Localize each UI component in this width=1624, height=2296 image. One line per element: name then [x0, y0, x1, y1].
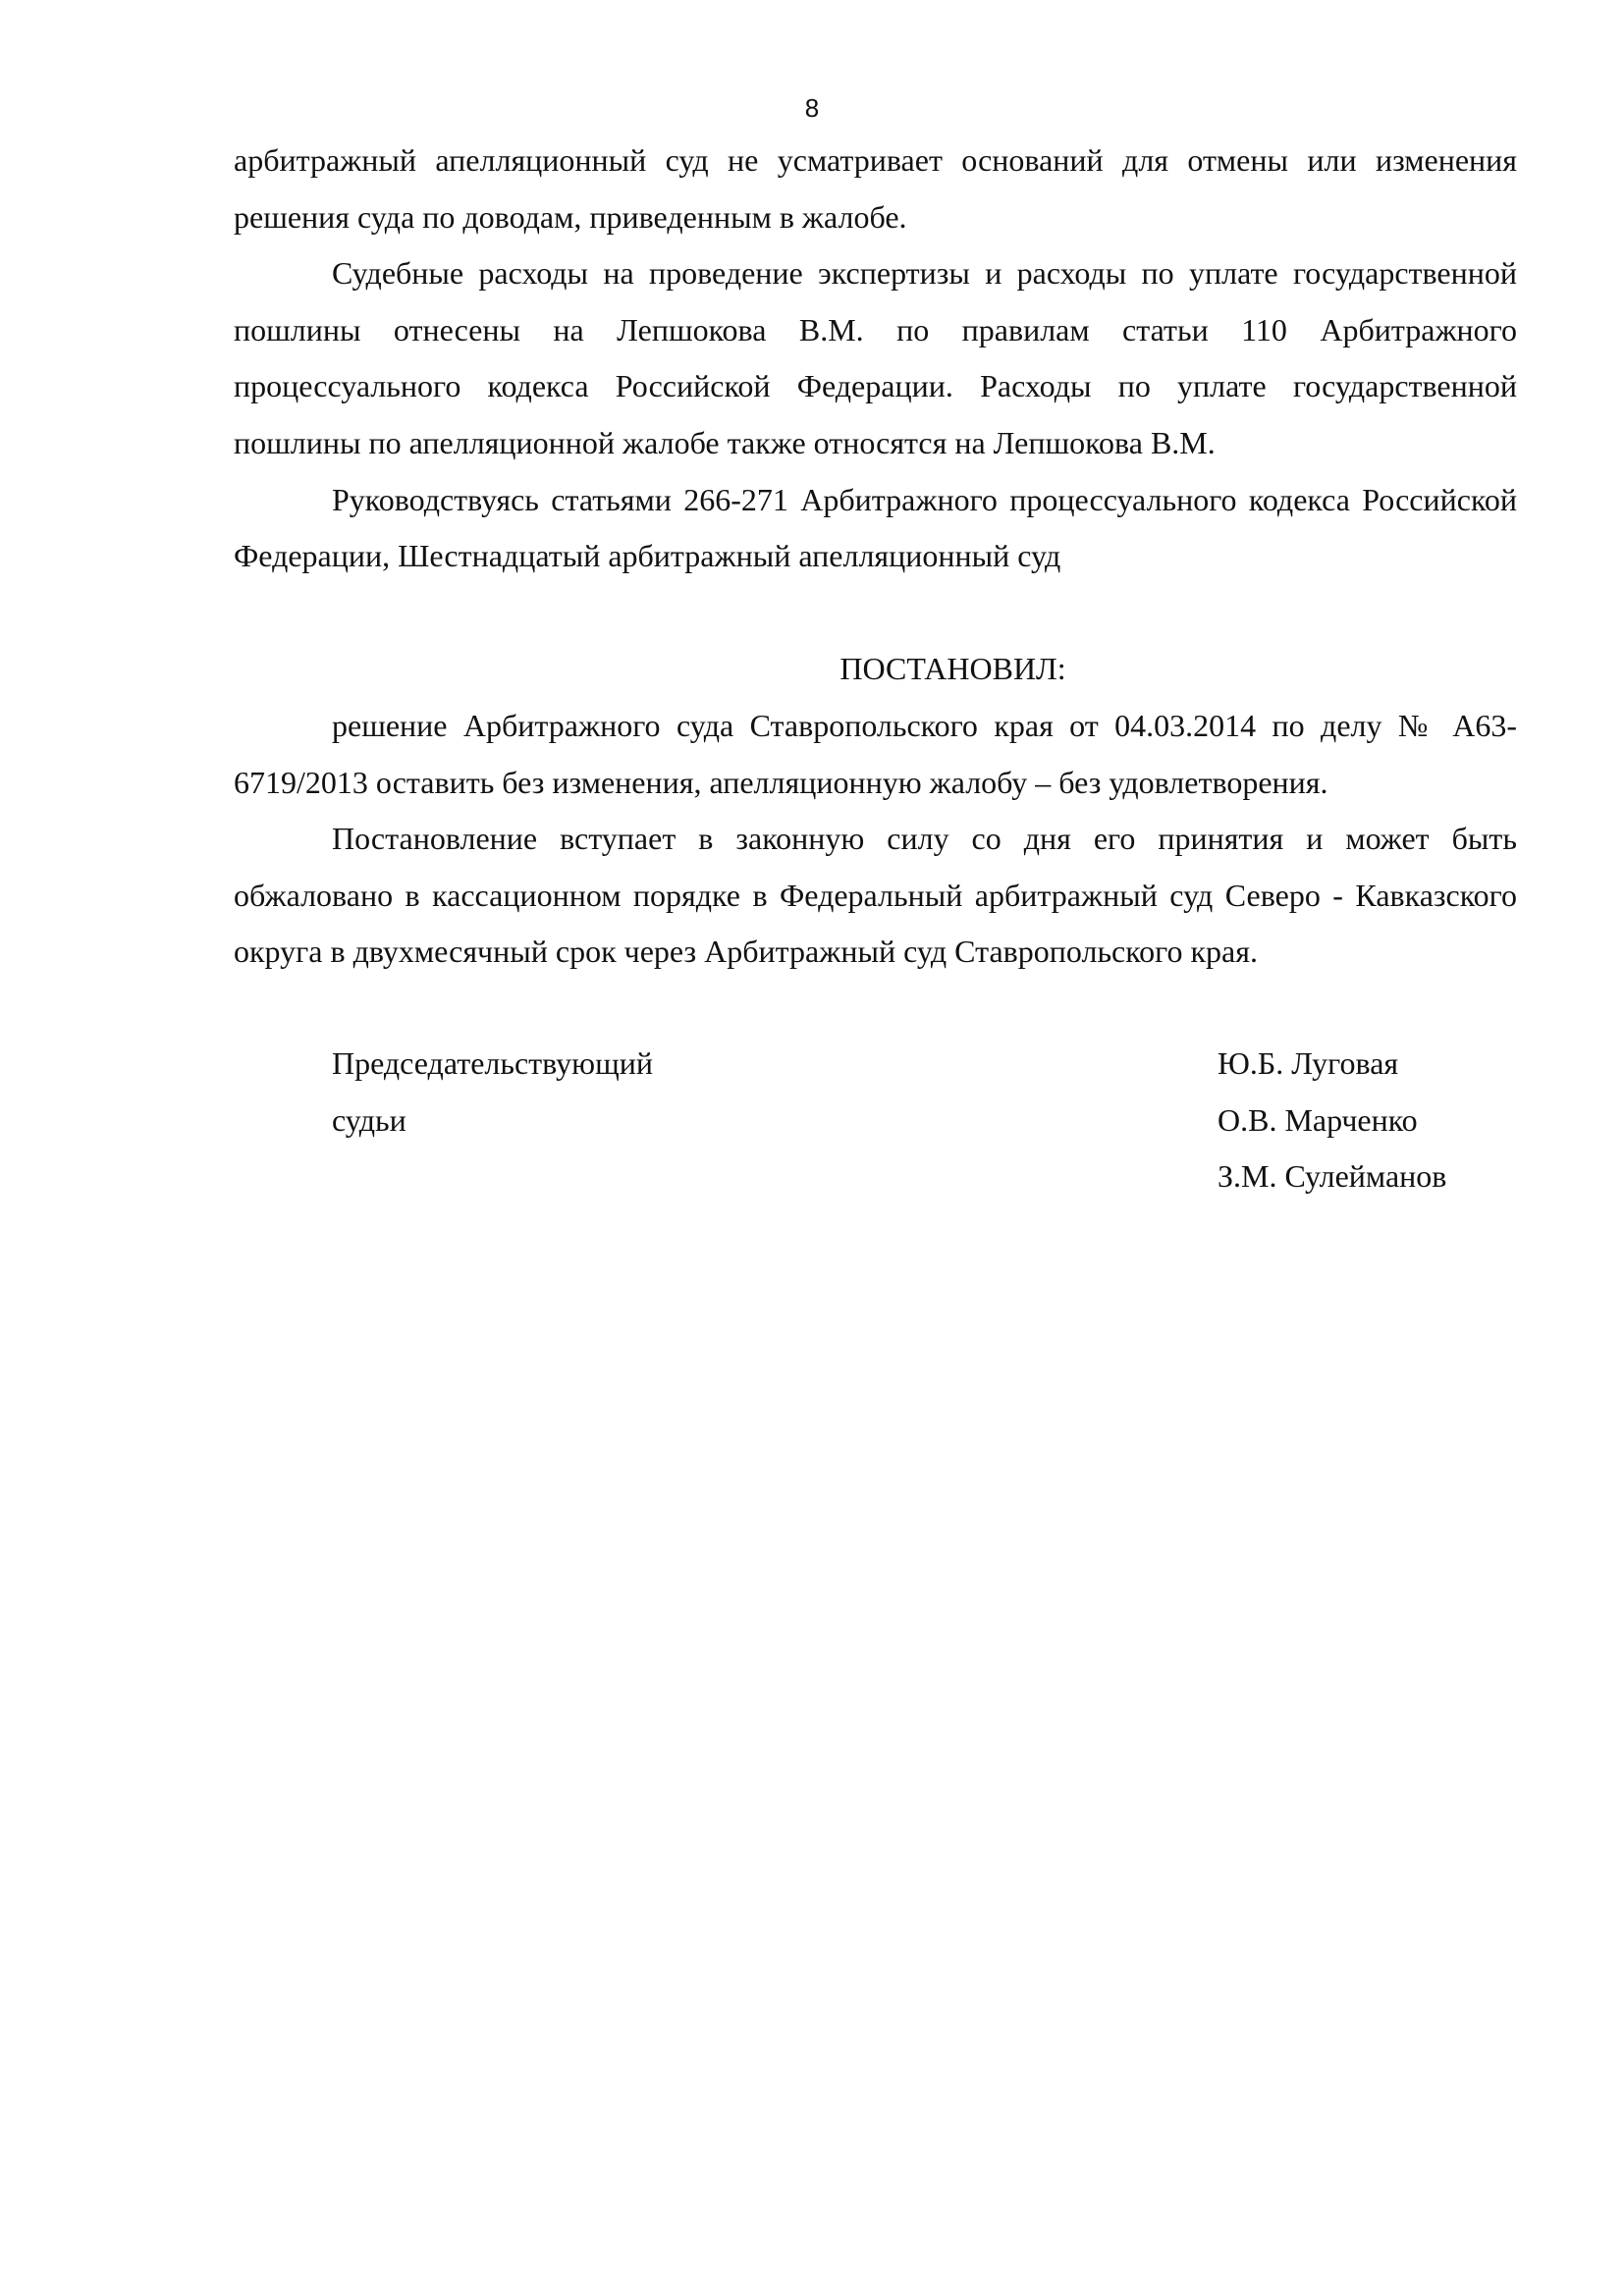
judges-label: судьи	[332, 1101, 406, 1138]
judge-name: О.В. Марченко	[1218, 1101, 1418, 1138]
paragraph-court-costs: Судебные расходы на проведение экспертизы и расходы по уплате государственной пошлины отнесены на Лепшокова В.М. по правилам статьи 110 Арбитражного процессуального кодекса Российской Федерации. Расходы по уплате государственной пошлины по апелляционной жалобе также относятся на Лепшокова В.М.	[234, 255, 1517, 460]
document-body	[234, 133, 1517, 981]
paragraph-effect: Постановление вступает в законную силу со дня его принятия и может быть обжаловано в кассационном порядке в Федеральный арбитражный суд Северо - Кавказского округа в двухмесячный срок через Арбитражный суд Ставропольского края.	[234, 821, 1517, 970]
resolution-heading: ПОСТАНОВИЛ:	[839, 651, 1066, 687]
page-number: 8	[804, 93, 820, 123]
paragraph-guided-by: Руководствуясь статьями 266-271 Арбитражного процессуального кодекса Российской Федерации, Шестнадцатый арбитражный апелляционный суд	[234, 481, 1517, 574]
paragraph-decision: решение Арбитражного суда Ставропольского края от 04.03.2014 по делу № А63-6719/2013 оставить без изменения, апелляционную жалобу – без удовлетворения.	[234, 707, 1517, 800]
signature-labels	[332, 1036, 653, 1148]
signature-names	[1218, 1036, 1446, 1205]
spacer	[234, 585, 1517, 642]
judge-name: З.М. Сулейманов	[1218, 1158, 1447, 1195]
paragraph-continuation: арбитражный апелляционный суд не усматривает оснований для отмены или изменения решения суда по доводам, приведенным в жалобе.	[234, 142, 1517, 235]
presiding-judge-label: Председательствующий	[332, 1045, 653, 1081]
judge-name: Ю.Б. Луговая	[1218, 1045, 1399, 1081]
